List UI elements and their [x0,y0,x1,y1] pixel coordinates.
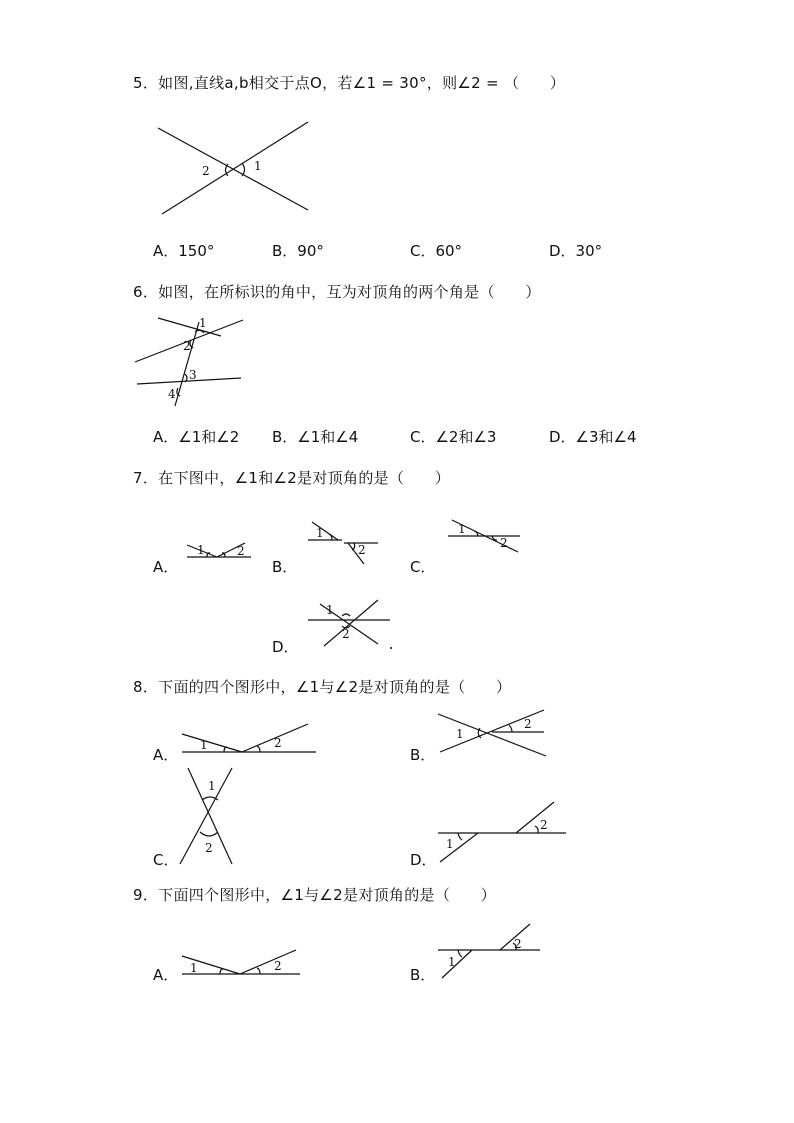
q5-figure [150,118,320,218]
q9-option-a[interactable]: A． [153,966,179,984]
q8-figure-a [180,720,320,756]
q9-option-b[interactable]: B． [410,966,436,984]
svg-text:1: 1 [326,603,334,617]
q6-figure [133,312,245,408]
svg-text:1: 1 [190,961,198,975]
svg-text:1: 1 [200,738,208,752]
question-9-stem: 9．下面四个图形中，∠1与∠2是对顶角的是（ ） [133,886,497,904]
q8-option-b[interactable]: B． [410,746,436,764]
q8-figure-d [436,800,568,864]
svg-text:2: 2 [358,543,366,557]
line-b [162,122,308,214]
svg-text:1: 1 [208,779,216,793]
q7-figure-c [446,516,524,556]
q7-option-a[interactable]: A． [153,558,179,576]
svg-text:2: 2 [514,937,522,951]
label-4: 4 [168,387,176,401]
svg-text:2: 2 [237,544,245,558]
question-5-stem: 5．如图,直线a,b相交于点O，若∠1 = 30°，则∠2 = （ ） [133,74,566,92]
q9-figure-a [180,948,304,978]
q7-figure-a [185,537,255,561]
q5-option-d[interactable]: D．30° [549,242,603,260]
q8-figure-c [178,766,238,866]
label-2: 2 [183,339,191,353]
svg-text:2: 2 [274,736,282,750]
q6-option-b[interactable]: B．∠1和∠4 [272,428,359,446]
q8-figure-b [436,708,548,758]
question-6-stem: 6．如图，在所标识的角中，互为对顶角的两个角是（ ） [133,283,541,301]
q5-option-a[interactable]: A．150° [153,242,215,260]
q7-figure-b [306,520,380,566]
svg-text:1: 1 [456,727,464,741]
q6-option-d[interactable]: D．∠3和∠4 [549,428,637,446]
svg-text:2: 2 [342,627,350,641]
q6-option-a[interactable]: A．∠1和∠2 [153,428,240,446]
q8-option-a[interactable]: A． [153,746,179,764]
question-7-stem: 7．在下图中，∠1和∠2是对顶角的是（ ） [133,469,451,487]
label-3: 3 [189,368,197,382]
svg-text:1: 1 [197,543,205,557]
svg-text:2: 2 [500,536,508,550]
q5-option-c[interactable]: C．60° [410,242,463,260]
q5-option-b[interactable]: B．90° [272,242,324,260]
q7-option-d[interactable]: D． [272,638,299,656]
line-top-1 [158,318,221,336]
svg-text:2: 2 [540,818,548,832]
svg-text:1: 1 [458,522,466,536]
svg-text:1: 1 [446,837,454,851]
svg-text:1: 1 [448,955,456,969]
svg-text:2: 2 [524,717,532,731]
q9-figure-b [436,922,542,980]
label-2: 2 [202,164,210,178]
q8-option-d[interactable]: D． [410,851,437,869]
svg-text:2: 2 [205,841,213,855]
svg-text:1: 1 [316,526,324,540]
q6-option-c[interactable]: C．∠2和∠3 [410,428,497,446]
label-1: 1 [254,159,262,173]
q7-option-b[interactable]: B． [272,558,298,576]
q7-option-c[interactable]: C． [410,558,436,576]
q8-option-c[interactable]: C． [153,851,179,869]
label-1: 1 [199,316,207,330]
transversal [175,322,199,406]
svg-text:2: 2 [274,959,282,973]
question-8-stem: 8．下面的四个图形中，∠1与∠2是对顶角的是（ ） [133,678,512,696]
angle-arc-3 [185,374,187,382]
q7-figure-d [306,598,394,652]
